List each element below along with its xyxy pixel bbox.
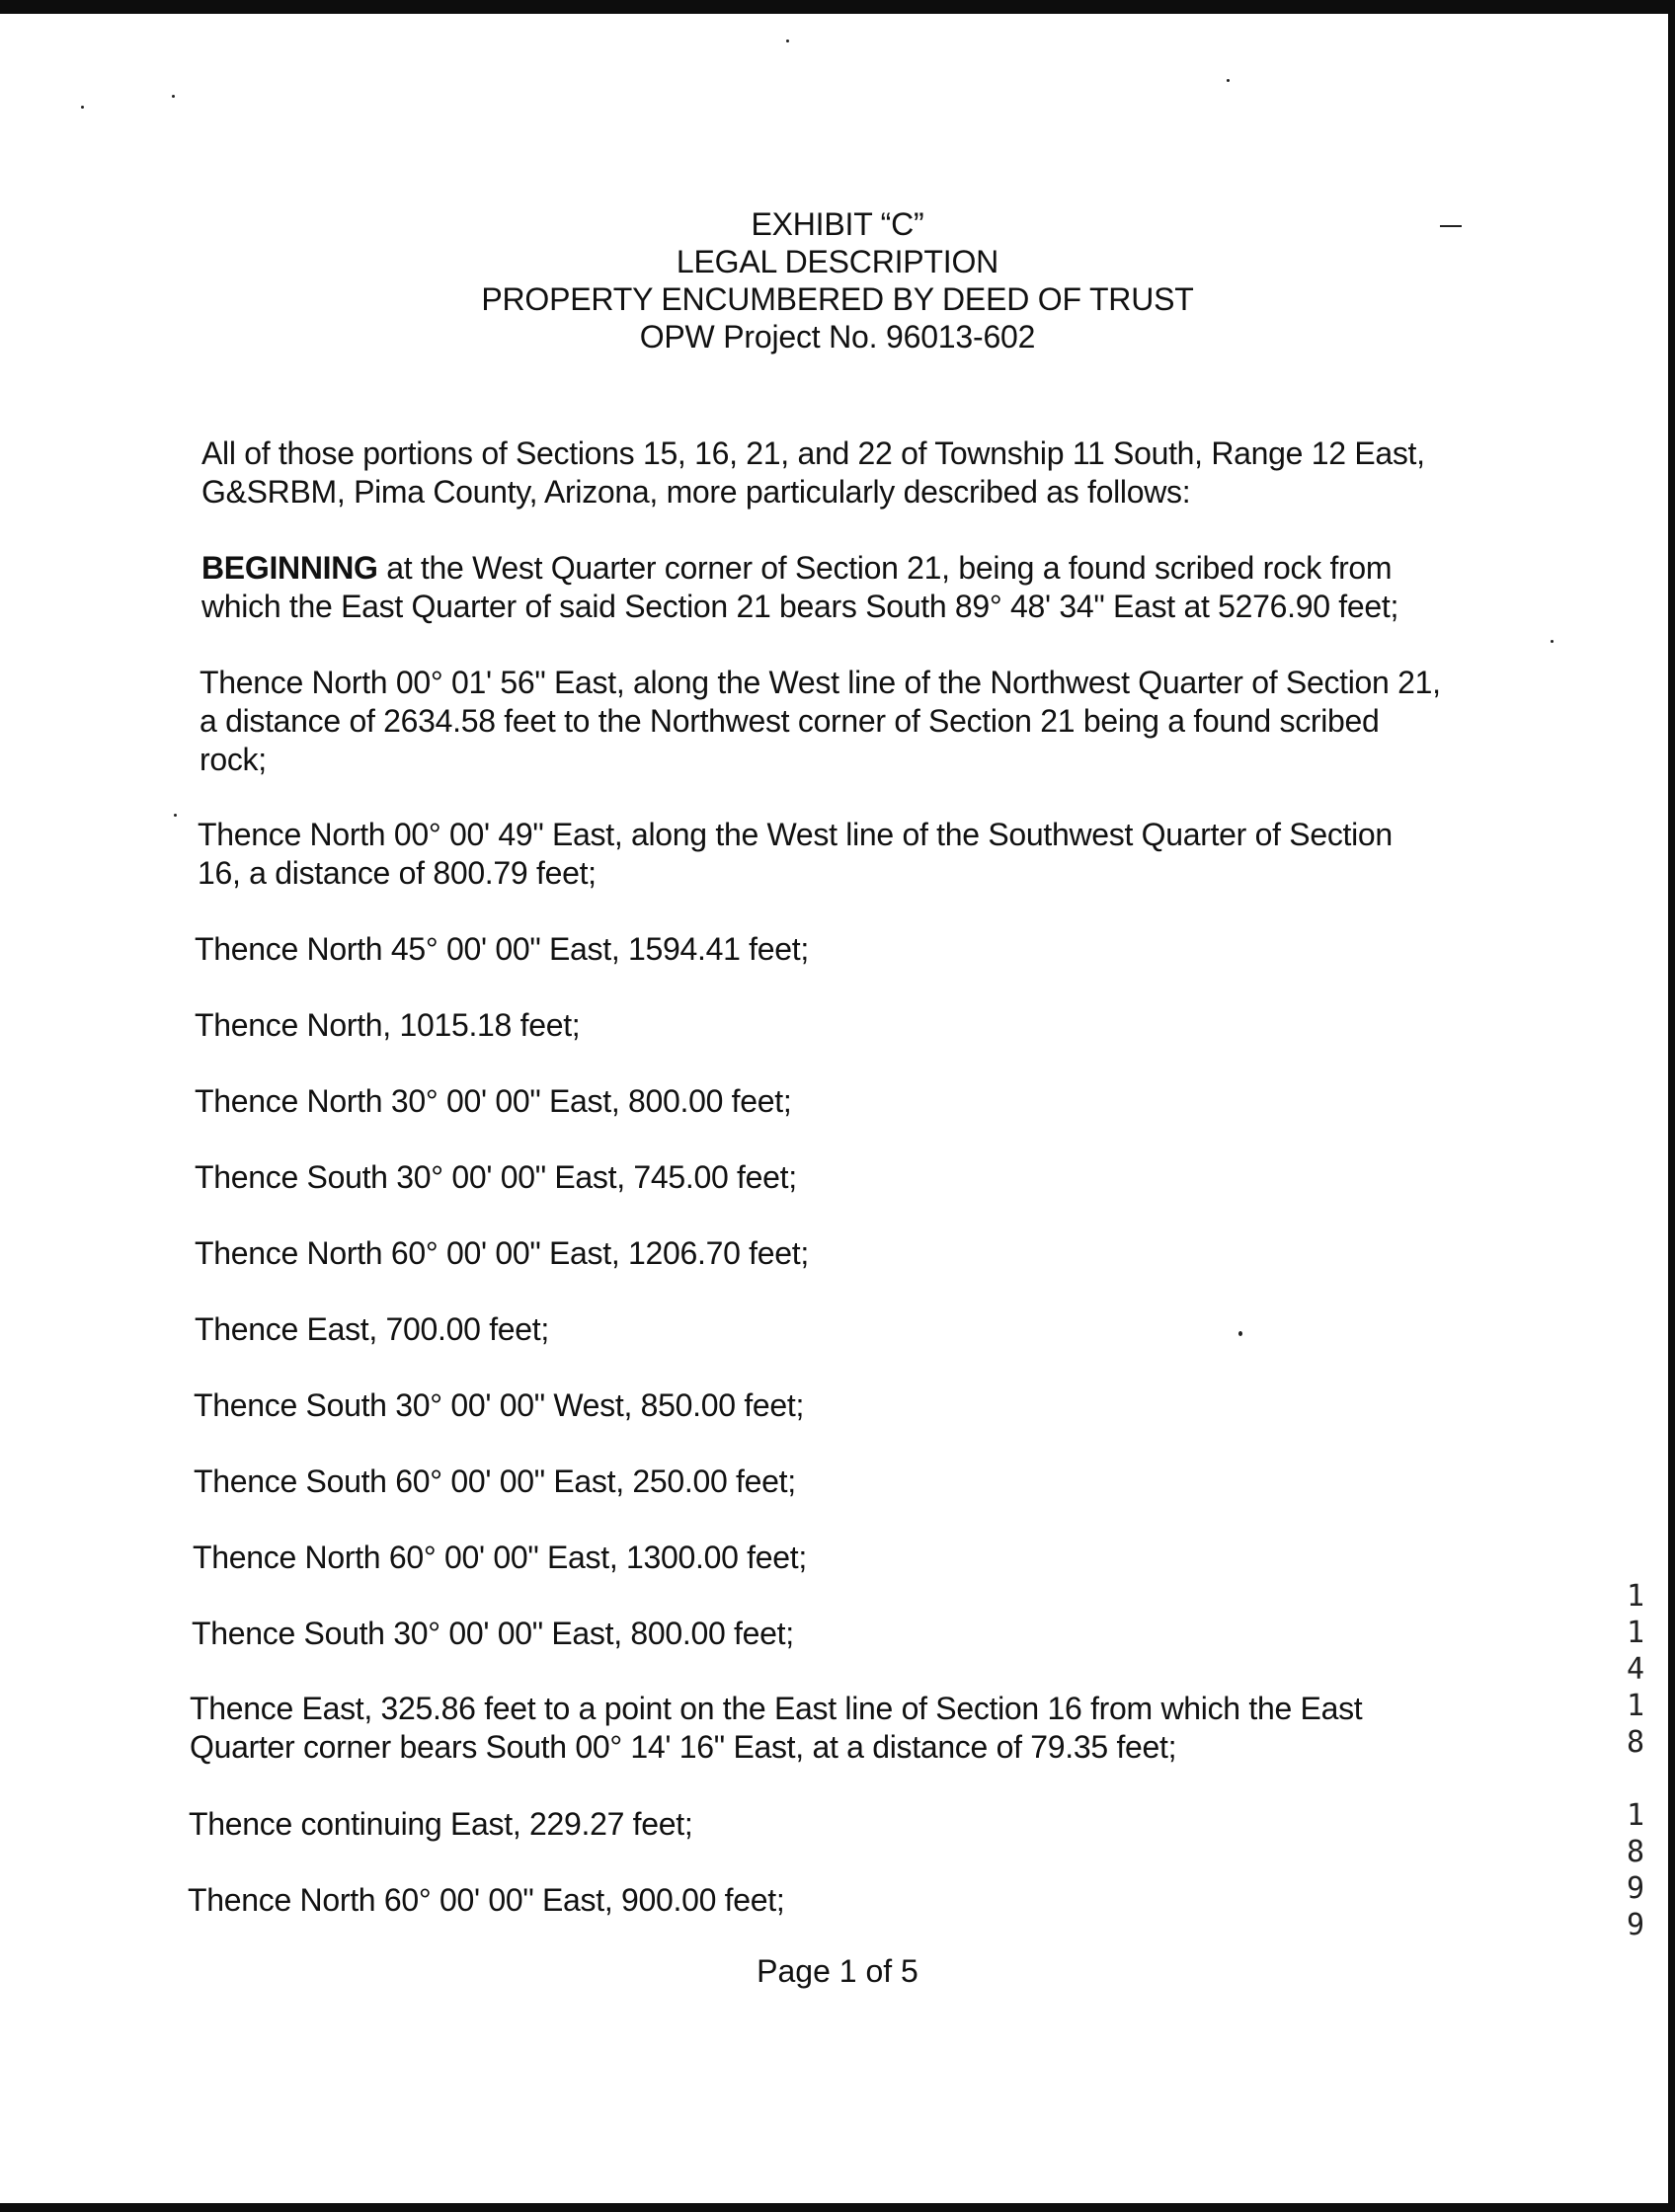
course-paragraph: Thence North 00° 01' 56" East, along the West line of the Northwest Quarter of Section 21, a distance of 2634.58 feet to the Northwest corner of Section 21 being a found scribed rock; bbox=[199, 665, 1441, 777]
course-paragraph: Thence North 60° 00' 00" East, 1206.70 feet; bbox=[195, 1235, 809, 1271]
stamp-digit: 1 bbox=[1626, 1689, 1645, 1723]
beginning-lead: BEGINNING bbox=[201, 550, 378, 586]
course-paragraph: Thence East, 325.86 feet to a point on the East line of Section 16 from which the East Quarter corner bears South 00° 14' 16" East, at a distance of 79.35 feet; bbox=[190, 1691, 1363, 1765]
course-paragraph: Thence continuing East, 229.27 feet; bbox=[189, 1806, 693, 1842]
scan-speck bbox=[81, 106, 84, 109]
beginning-text: at the West Quarter corner of Section 21, being a found scribed rock from which the East Quarter of said Section 21 bears South 89° 48' 34" East at 5276.90 feet; bbox=[201, 550, 1399, 624]
scan-border-top bbox=[0, 0, 1675, 14]
stamp-digit: 8 bbox=[1626, 1835, 1645, 1869]
project-number: OPW Project No. 96013-602 bbox=[639, 319, 1036, 355]
scan-speck bbox=[1551, 640, 1554, 643]
exhibit-title: EXHIBIT “C” bbox=[751, 206, 924, 242]
document-subtitle: PROPERTY ENCUMBERED BY DEED OF TRUST bbox=[481, 281, 1194, 317]
stamp-digit: 9 bbox=[1626, 1908, 1645, 1942]
intro-paragraph: All of those portions of Sections 15, 16, 21, and 22 of Township 11 South, Range 12 East, G&SRBM, Pima County, Arizona, more particularly described as follows: bbox=[201, 435, 1425, 510]
scan-speck bbox=[174, 814, 177, 817]
document-header bbox=[0, 205, 1675, 356]
stamp-digit: 1 bbox=[1626, 1616, 1645, 1650]
scan-border-bottom bbox=[0, 2203, 1675, 2212]
stamp-gap bbox=[1616, 1761, 1655, 1797]
stamp-digit: 9 bbox=[1626, 1871, 1645, 1906]
course-paragraph: Thence South 30° 00' 00" East, 745.00 feet; bbox=[195, 1159, 797, 1195]
document-number-stamp bbox=[1616, 1578, 1655, 1943]
stamp-digit: 8 bbox=[1626, 1725, 1645, 1760]
stamp-digit: 1 bbox=[1626, 1579, 1645, 1614]
course-paragraph: Thence South 30° 00' 00" East, 800.00 feet; bbox=[192, 1616, 794, 1651]
page-number: Page 1 of 5 bbox=[757, 1953, 918, 1989]
course-paragraph: Thence North 30° 00' 00" East, 800.00 feet; bbox=[195, 1083, 792, 1119]
course-paragraph: Thence South 30° 00' 00" West, 850.00 feet; bbox=[194, 1387, 805, 1423]
course-paragraph: Thence North 00° 00' 49" East, along the West line of the Southwest Quarter of Section 16, a distance of 800.79 feet; bbox=[198, 817, 1393, 891]
stamp-digit: 1 bbox=[1626, 1798, 1645, 1833]
scan-speck bbox=[1238, 1331, 1242, 1336]
stamp-digit: 4 bbox=[1626, 1652, 1645, 1687]
course-paragraph: Thence East, 700.00 feet; bbox=[195, 1311, 549, 1347]
course-paragraph: Thence North, 1015.18 feet; bbox=[195, 1007, 581, 1043]
scan-speck bbox=[1227, 79, 1230, 82]
course-paragraph: Thence North 60° 00' 00" East, 900.00 feet; bbox=[188, 1882, 785, 1918]
course-paragraph: Thence North 60° 00' 00" East, 1300.00 feet; bbox=[193, 1540, 807, 1575]
scan-speck bbox=[172, 95, 175, 98]
beginning-paragraph bbox=[201, 549, 1398, 626]
scan-speck bbox=[786, 40, 789, 42]
document-title: LEGAL DESCRIPTION bbox=[676, 244, 999, 279]
course-paragraph: Thence North 45° 00' 00" East, 1594.41 feet; bbox=[195, 931, 809, 967]
course-paragraph: Thence South 60° 00' 00" East, 250.00 feet; bbox=[194, 1463, 796, 1499]
